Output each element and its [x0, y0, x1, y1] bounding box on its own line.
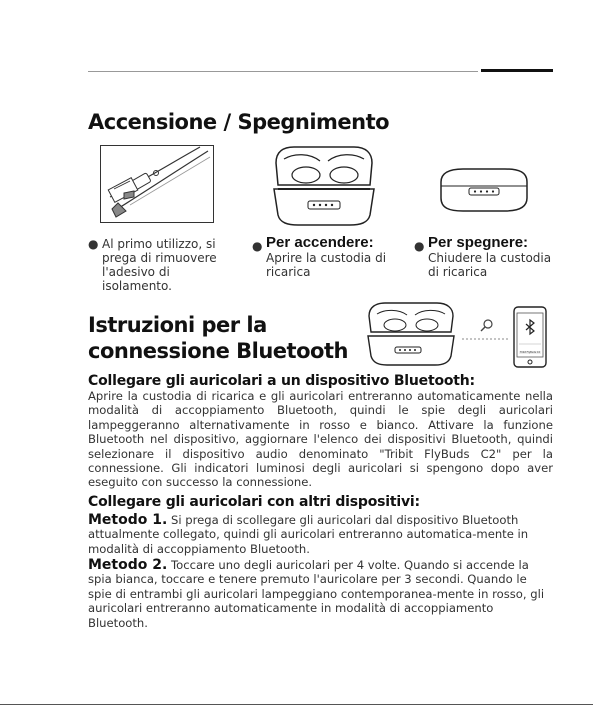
- open-case-illustration: [270, 145, 378, 227]
- isolation-sticker-illustration: [100, 145, 214, 223]
- paragraph-method-2: [88, 558, 553, 630]
- section-title-power: Accensione / Spegnimento: [88, 110, 390, 134]
- paragraph-connect-device: Aprire la custodia di ricarica e gli auricolari entreranno automaticamente nella modalità di accoppiamento Bluetooth, quindi le spie degli auricolari lampeggeranno alternativamente in rosso e bianco. Attivare la funzione Bluetooth nel dispositivo, aggiornare l'elenco dei dispositivi Bluetooth, quindi selezionare il dispositivo audio denominato "Tribit FlyBuds C2" per la connessione. Gli indicatori luminosi degli auricolari si spengono dopo aver eseguito con successo la connessione.: [88, 389, 553, 490]
- search-icon: [462, 318, 508, 342]
- header-rule-accent: [481, 69, 553, 72]
- section-title-bluetooth: Istruzioni per la connessione Bluetooth: [88, 313, 348, 363]
- bullet-dot: ●: [414, 239, 425, 253]
- method-1-text: Si prega di scollegare gli auricolari dal dispositivo Bluetooth attualmente collegato, quindi gli auricolari entreranno automatica-mente in modalità di accoppiamento Bluetooth.: [88, 513, 529, 556]
- bullet-dot: ●: [252, 239, 263, 253]
- bullet-power-off: [414, 236, 554, 279]
- subheading-connect-device: Collegare gli auricolari a un dispositivo Bluetooth:: [88, 373, 475, 389]
- bullet-isolation-text: Al primo utilizzo, si prega di rimuovere l'adesivo di isolamento.: [102, 237, 217, 293]
- bullet-isolation: [88, 237, 238, 293]
- phone-screen-label: Tribit FlyBuds C2: [520, 351, 540, 354]
- phone-bluetooth-illustration: [513, 306, 547, 368]
- paragraph-method-1: [88, 513, 553, 556]
- subheading-other-devices: Collegare gli auricolari con altri dispositivi:: [88, 494, 420, 510]
- bullet-power-off-heading: Per spegnere:: [428, 234, 529, 251]
- method-2-label: Metodo 2.: [88, 557, 168, 573]
- bullet-power-on-heading: Per accendere:: [266, 234, 374, 251]
- header-rule: [88, 71, 478, 72]
- method-2-text: Toccare uno degli auricolari per 4 volte. Quando si accende la spia bianca, toccare e tenere premuto l'auricolare per 3 secondi. Quando le spie di entrambi gli auricolari lampeggiano contemporanea-mente in rosso, gli auricolari entreranno automaticamente in modalità di accoppiamento Bluetooth.: [88, 558, 545, 630]
- bullet-power-on-text: Aprire la custodia di ricarica: [266, 251, 387, 279]
- closed-case-illustration: [437, 168, 531, 212]
- bullet-power-off-text: Chiudere la custodia di ricarica: [428, 251, 552, 279]
- bullet-dot: ●: [88, 237, 99, 251]
- bullet-power-on: [252, 236, 402, 279]
- method-1-label: Metodo 1.: [88, 512, 168, 528]
- open-case-pairing-illustration: [365, 302, 457, 366]
- footer-rule: [0, 704, 593, 705]
